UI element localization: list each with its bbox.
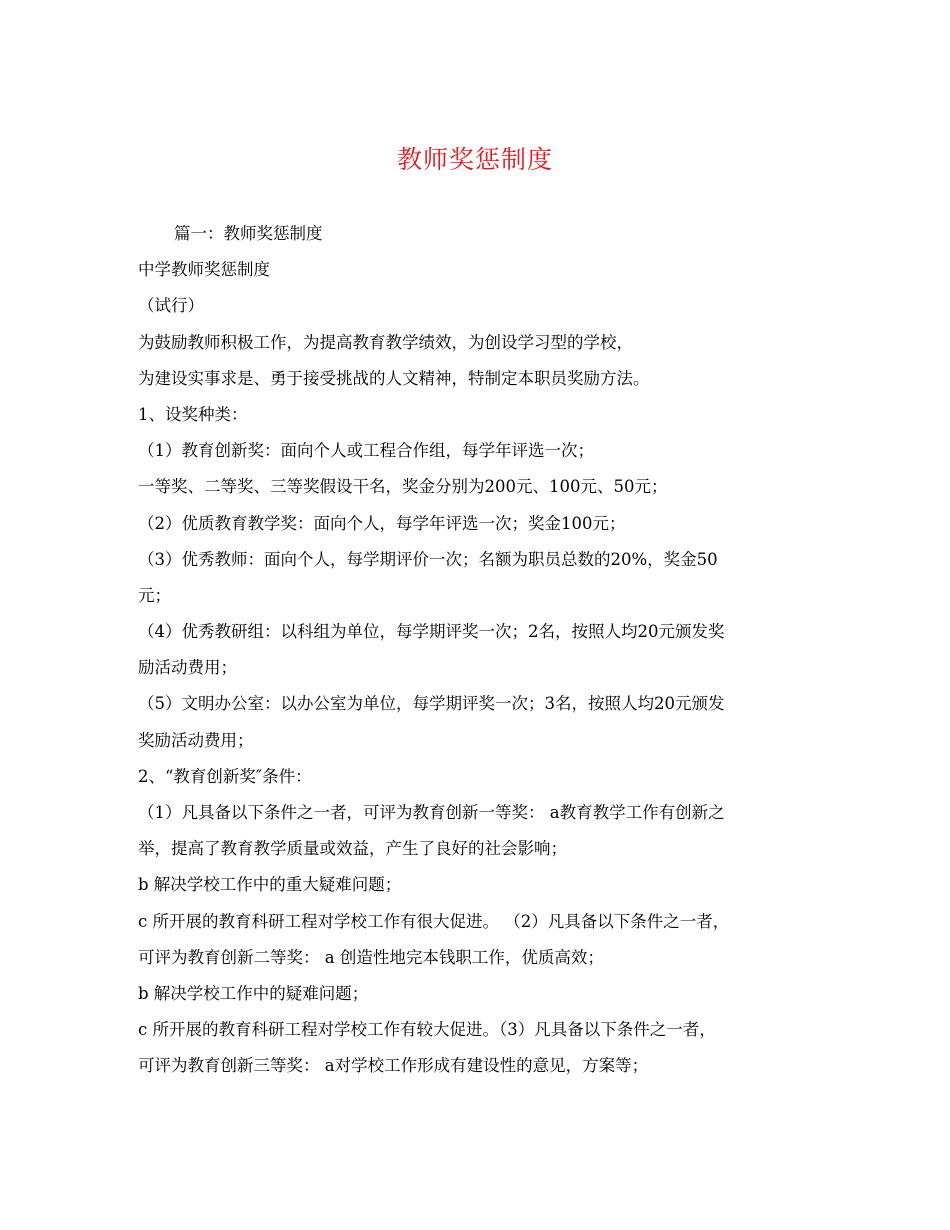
paragraph-line: 为鼓励教师积极工作，为提高教育教学绩效，为创设学习型的学校， bbox=[138, 332, 633, 352]
paragraph-line: （1）教育创新奖：面向个人或工程合作组，每学年评选一次； bbox=[138, 441, 594, 461]
paragraph-line: 2、“教育创新奖″条件： bbox=[138, 766, 312, 786]
paragraph-line: b 解决学校工作中的疑难问题； bbox=[138, 983, 369, 1003]
paragraph-line: 可评为教育创新二等奖： a 创造性地完本钱职工作，优质高效； bbox=[138, 947, 604, 967]
paragraph-line: （1）凡具备以下条件之一者，可评为教育创新一等奖： a教育教学工作有创新之 bbox=[138, 803, 725, 822]
paragraph-line: b 解决学校工作中的重大疑难问题； bbox=[138, 875, 402, 895]
paragraph-line: （2）优质教育教学奖：面向个人，每学年评选一次；奖金100元； bbox=[138, 513, 626, 533]
page-title: 教师奖惩制度 bbox=[396, 145, 553, 174]
paragraph-line: （5）文明办公室：以办公室为单位，每学期评奖一次；3名，按照人均20元颁发 bbox=[138, 694, 725, 714]
paragraph-line: 中学教师奖惩制度 bbox=[138, 260, 270, 280]
paragraph-line: 举，提高了教育教学质量或效益，产生了良好的社会影响； bbox=[138, 839, 567, 859]
paragraph-line: （4）优秀教研组：以科组为单位，每学期评奖一次；2名，按照人均20元颁发奖 bbox=[138, 622, 725, 642]
paragraph-line: 1、设奖种类： bbox=[138, 404, 248, 424]
paragraph-line: （试行） bbox=[138, 296, 204, 316]
paragraph-line: 奖励活动费用； bbox=[138, 730, 254, 750]
paragraph-line: c 所开展的教育科研工程对学校工作有很大促进。 （2）凡具备以下条件之一者， bbox=[138, 911, 730, 931]
section-heading: 篇一：教师奖惩制度 bbox=[174, 224, 323, 243]
paragraph-line: （3）优秀教师：面向个人，每学期评价一次；名额为职员总数的20%，奖金50 bbox=[138, 549, 718, 569]
paragraph-line: 可评为教育创新三等奖： a对学校工作形成有建设性的意见，方案等； bbox=[138, 1056, 649, 1076]
paragraph-line: 一等奖、二等奖、三等奖假设干名，奖金分别为200元、100元、50元； bbox=[138, 477, 668, 497]
document-body bbox=[138, 216, 810, 1085]
paragraph-line: 元； bbox=[138, 585, 171, 605]
paragraph-line: c 所开展的教育科研工程对学校工作有较大促进。（3）凡具备以下条件之一者， bbox=[138, 1020, 716, 1040]
paragraph-line: 励活动费用； bbox=[138, 658, 237, 678]
paragraph-line: 为建设实事求是、勇于接受挑战的人文精神，特制定本职员奖励方法。 bbox=[138, 368, 650, 388]
